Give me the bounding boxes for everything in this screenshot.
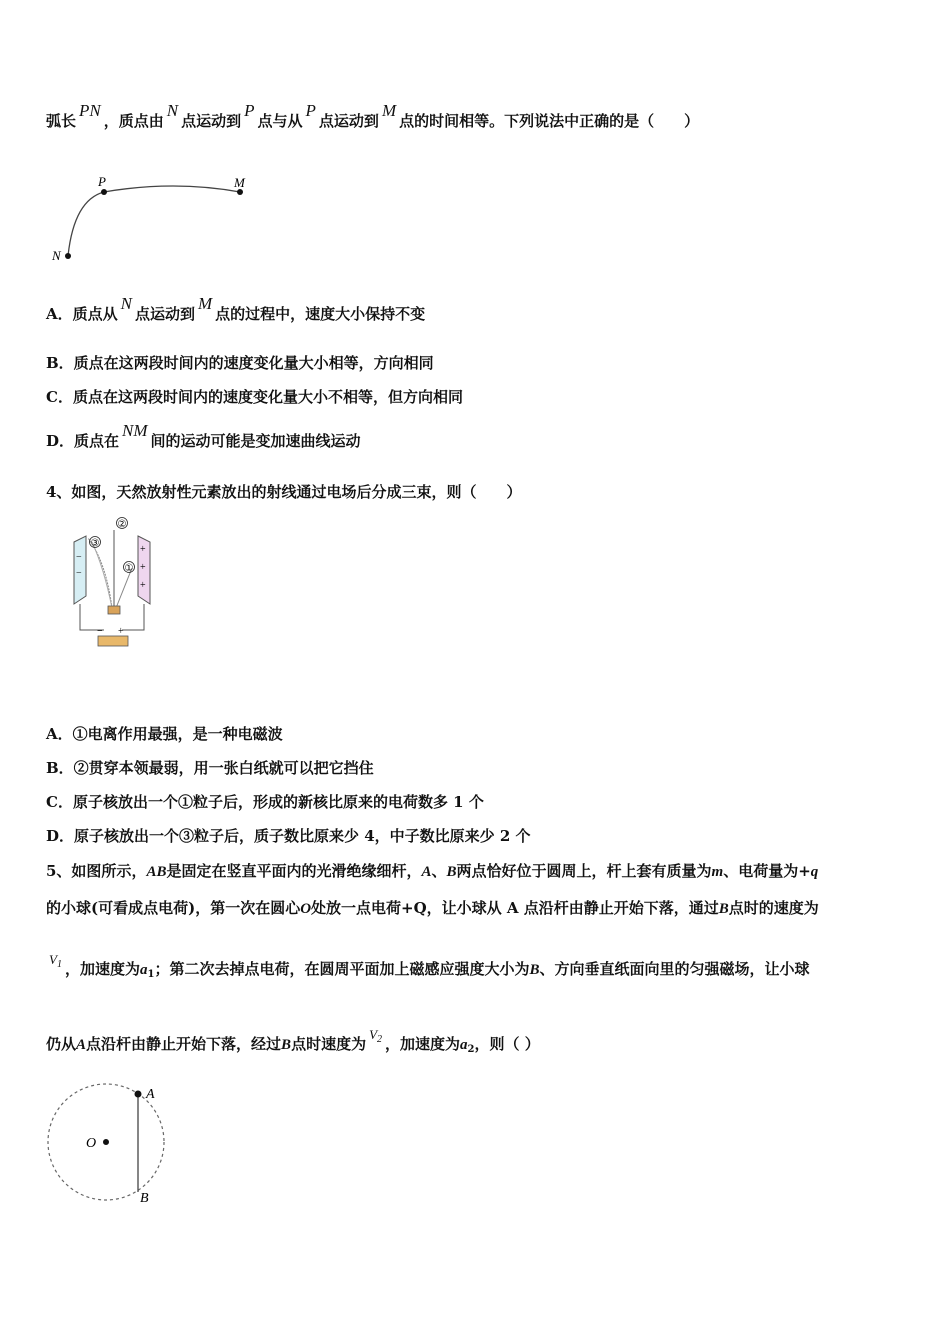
math-var [49,952,62,970]
text: 点与从 [257,112,303,130]
text: ，加速度为 [64,960,140,978]
ray-2-label: ② [117,519,127,530]
math-var: N [166,101,179,120]
label-p: P [98,174,106,189]
text: ，质点由 [103,112,164,130]
label-n: N [52,248,61,263]
math-var: B [718,901,729,917]
q3-option-b: B．质点在这两段时间内的速度变化量大小相等，方向相同 [46,354,434,372]
plate-plus: + [140,580,146,591]
text: 点沿杆由静止开始下落，经过 [86,1035,282,1053]
text: 间的运动可能是变加速曲线运动 [150,432,361,450]
radiation-figure [62,512,162,652]
radiation-source [108,606,120,614]
math-var: m [711,864,724,880]
math-var: N [120,294,132,313]
battery-minus: − [97,626,103,637]
math-var: q [810,864,819,880]
subscript: 1 [147,969,155,980]
text: ，则（ ） [474,1035,540,1053]
ray-1-label: ① [124,563,134,574]
ball-at-a [135,1091,142,1098]
math-var: a [139,962,148,978]
ray-3-path [92,542,112,608]
ray-3-label: ③ [90,538,100,549]
label-b: B [140,1191,149,1206]
subscript: 1 [56,959,62,970]
q4-stem: 4、如图，天然放射性元素放出的射线通过电场后分成三束，则（ ） [46,483,522,501]
text: 处放一点电荷+Q，让小球从 A 点沿杆由静止开始下落，通过 [311,899,719,917]
math-var [369,1027,383,1045]
curve-figure [44,170,264,270]
text: A．质点从 [46,305,118,323]
text: 、电荷量为+ [723,862,811,880]
label-a: A [146,1087,155,1102]
text: ；第二次去掉点电荷，在圆周平面加上磁感应强度大小为 [154,960,530,978]
text: 点时速度为 [291,1035,367,1053]
plate-plus: + [140,562,146,573]
label-o: O [86,1136,97,1151]
text: V [369,1027,378,1042]
text: 点运动到 [318,112,379,130]
battery [98,636,128,646]
q5-stem-line-2 [46,897,819,918]
circle-rod-figure [40,1080,180,1210]
text: 的小球(可看成点电荷)，第一次在圆心 [46,899,301,917]
math-var: AB [146,864,167,880]
text: 两点恰好位于圆周上，杆上套有质量为 [456,862,712,880]
math-var: A [421,864,432,880]
math-var: A [76,1037,87,1053]
math-var: M [198,294,213,313]
point-p [101,189,107,195]
math-var: PN [79,101,101,120]
text: 弧长 [46,112,77,130]
text: 点的过程中，速度大小保持不变 [215,305,426,323]
text: 点的时间相等。下列说法中正确的是（ ） [399,112,700,130]
text: 5、如图所示， [46,862,147,880]
q5-stem-line-1 [46,860,818,881]
text: D．质点在 [46,432,120,450]
subscript: 2 [377,1034,383,1045]
math-var: O [300,901,312,917]
q5-stem-line-4 [46,1027,540,1055]
math-var: P [244,101,255,120]
text: 仍从 [46,1035,77,1053]
q4-option-d: D．原子核放出一个③粒子后，质子数比原来少 4，中子数比原来少 2 个 [46,827,531,845]
q3-stem [46,101,700,131]
text: 点运动到 [134,305,195,323]
battery-plus: + [118,626,124,637]
text: ，加速度为 [385,1035,461,1053]
q4-option-b: B．②贯穿本领最弱，用一张白纸就可以把它挡住 [46,759,374,777]
q3-option-d [46,421,361,451]
math-var: P [305,101,316,120]
plate-plus: + [140,544,146,555]
ray-1-path [116,568,132,608]
math-var: M [381,101,397,120]
text: 、方向垂直纸面向里的匀强磁场，让小球 [539,960,810,978]
label-m: M [234,175,245,190]
plate-minus: − [76,568,82,579]
math-var: NM [122,421,148,440]
q4-option-c: C．原子核放出一个①粒子后，形成的新核比原来的电荷数多 1 个 [46,793,484,811]
text: 点时的速度为 [728,899,819,917]
math-var: B [446,864,457,880]
math-var: B [281,1037,292,1053]
wire [122,604,144,630]
center-o [103,1139,109,1145]
text: 、 [431,862,447,880]
plate-minus: − [76,552,82,563]
trajectory-curve [68,186,240,256]
q3-option-c: C．质点在这两段时间内的速度变化量大小不相等，但方向相同 [46,388,463,406]
q5-stem-line-3 [46,952,810,980]
text: 点运动到 [181,112,242,130]
q4-option-a: A．①电离作用最强，是一种电磁波 [46,725,283,743]
q3-option-a [46,294,426,324]
point-n [65,253,71,259]
text: V [49,952,57,967]
text: 是固定在竖直平面内的光滑绝缘细杆， [166,862,422,880]
subscript: 2 [467,1044,475,1055]
math-var: B [529,962,540,978]
math-var: a [460,1037,468,1053]
